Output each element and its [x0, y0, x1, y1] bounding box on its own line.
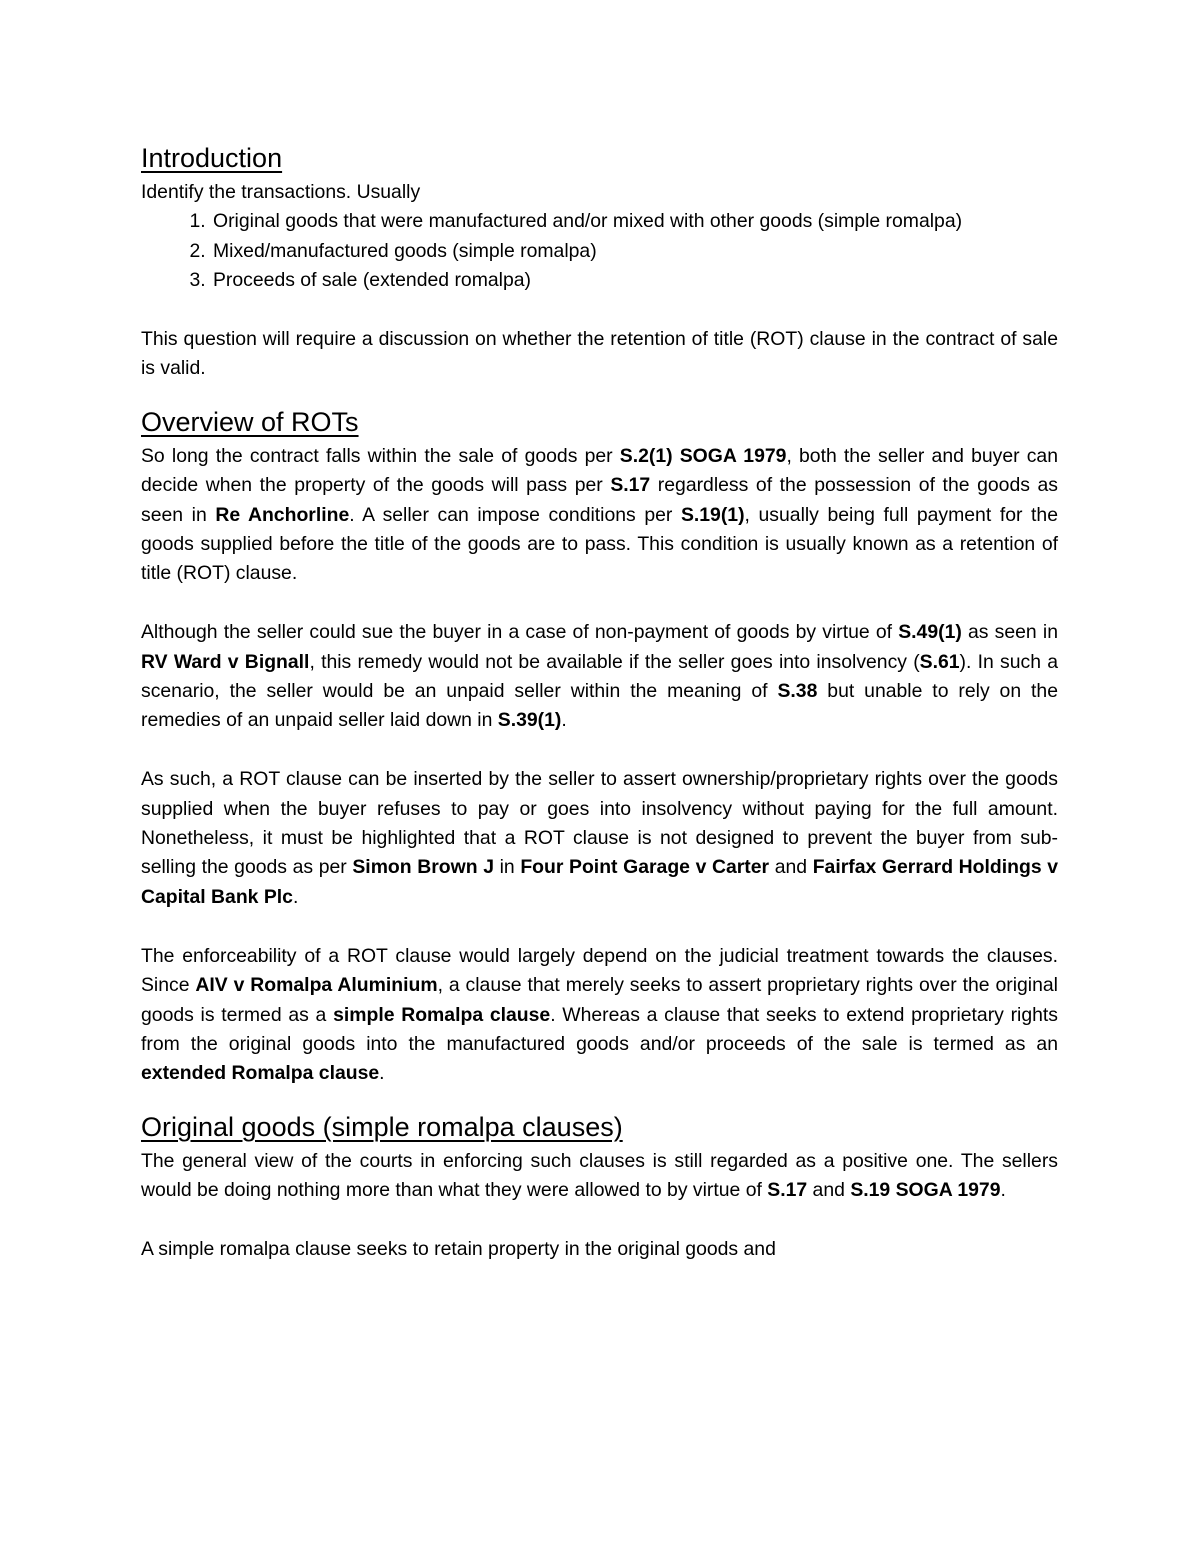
statute-reference: S.2(1) SOGA 1979: [619, 444, 787, 467]
section-heading-introduction: Introduction: [141, 143, 283, 173]
overview-paragraph-3: As such, a ROT clause can be inserted by the seller to assert ownership/proprietary rights over the goods supplied when the buyer refuses to pay or goes into insolvency without paying for the full amount. Nonetheless, it must be highlighted that a ROT clause is not designed to prevent the buyer from sub-selling the goods as per Simon Brown J in Four Point Garage v Carter and Fairfax Gerrard Holdings v Capital Bank Plc.: [141, 768, 1059, 908]
case-reference: Re Anchorline: [215, 503, 350, 526]
statute-reference: S.61: [919, 650, 960, 673]
statute-reference: S.19(1): [680, 503, 745, 526]
term-reference: simple Romalpa clause: [333, 1003, 551, 1026]
statute-reference: S.19 SOGA 1979: [850, 1179, 1001, 1202]
case-reference: RV Ward v Bignall: [141, 650, 310, 673]
list-item: 1. Original goods that were manufactured and/or mixed with other goods (simple romalpa): [211, 207, 1058, 236]
document-page: [141, 138, 1058, 1264]
case-reference: Fairfax Gerrard Holdings v Capital Bank Plc: [141, 856, 1059, 908]
case-reference: AIV v Romalpa Aluminium: [195, 974, 438, 997]
list-item: 2. Mixed/manufactured goods (simple romalpa): [211, 237, 1058, 266]
list-item: 3. Proceeds of sale (extended romalpa): [211, 266, 1058, 295]
intro-paragraph: This question will require a discussion on whether the retention of title (ROT) clause in the contract of sale is valid.: [141, 328, 1058, 380]
statute-reference: S.39(1): [497, 709, 562, 732]
original-paragraph-2: A simple romalpa clause seeks to retain property in the original goods and: [141, 1237, 776, 1260]
judge-reference: Simon Brown J: [352, 856, 494, 879]
statute-reference: S.49(1): [898, 621, 962, 644]
overview-paragraph-4: The enforceability of a ROT clause would largely depend on the judicial treatment towards the clauses. Since AIV v Romalpa Aluminium, a clause that merely seeks to assert proprietary rights over the original goods is termed as a simple Romalpa clause. Whereas a clause that seeks to extend proprietary rights from the original goods into the manufactured goods and/or proceeds of the sale is termed as an extended Romalpa clause.: [141, 944, 1058, 1085]
overview-paragraph-2: Although the seller could sue the buyer in a case of non-payment of goods by virtue of S.49(1) as seen in RV Ward v Bignall, this remedy would not be available if the seller goes into insolvency (S.61). In such a scenario, the seller would be an unpaid seller within the meaning of S.38 but unable to rely on the remedies of an unpaid seller laid down in S.39(1).: [141, 621, 1059, 732]
overview-paragraph-1: So long the contract falls within the sale of goods per S.2(1) SOGA 1979, both the seller and buyer can decide when the property of the goods will pass per S.17 regardless of the possession of the goods as seen in Re Anchorline. A seller can impose conditions per S.19(1), usually being full payment for the goods supplied before the title of the goods are to pass. This condition is usually known as a retention of title (ROT) clause.: [141, 444, 1059, 585]
case-reference: Four Point Garage v Carter: [520, 856, 770, 879]
intro-lead: Identify the transactions. Usually: [141, 181, 421, 203]
term-reference: extended Romalpa clause: [141, 1062, 380, 1085]
statute-reference: S.38: [777, 680, 818, 703]
statute-reference: S.17: [767, 1179, 808, 1202]
statute-reference: S.17: [610, 474, 651, 497]
original-paragraph-1: The general view of the courts in enforcing such clauses is still regarded as a positive one. The sellers would be doing nothing more than what they were allowed to by virtue of S.17 and S.19 SOGA 1979.: [141, 1149, 1058, 1202]
section-heading-overview: Overview of ROTs: [141, 406, 359, 437]
transaction-list: [141, 207, 1058, 295]
section-heading-original-goods: Original goods (simple romalpa clauses): [141, 1111, 623, 1142]
